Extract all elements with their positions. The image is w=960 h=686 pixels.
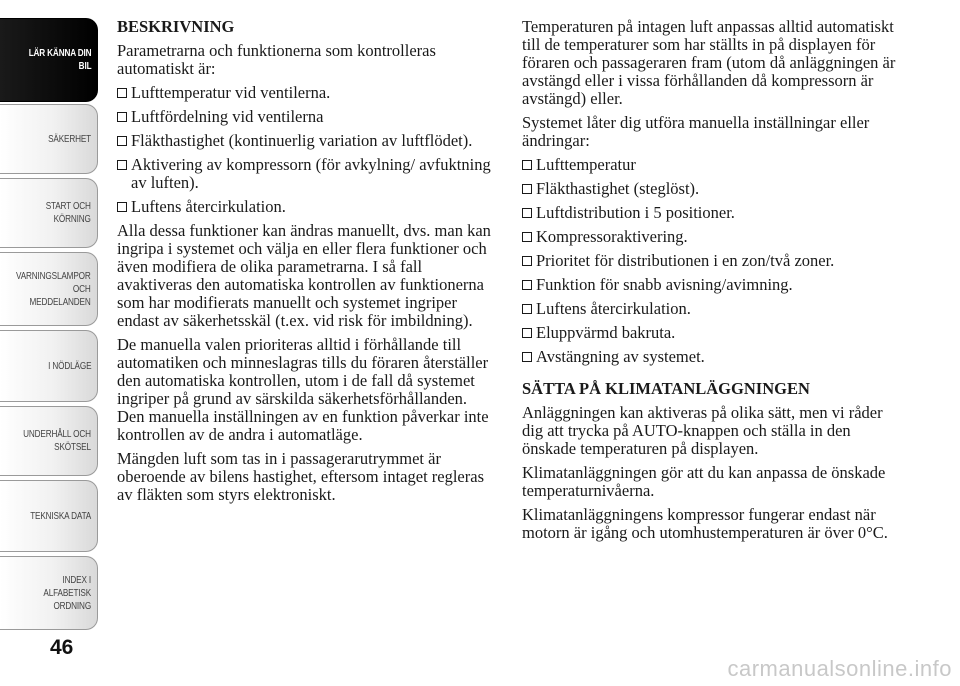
chapter-sidebar: [0, 0, 104, 686]
list-item: Avstängning av systemet.: [522, 348, 907, 366]
checkbox-bullet-icon: [117, 202, 127, 212]
list-item: Lufttemperatur: [522, 156, 907, 174]
list-item: Fläkthastighet (steglöst).: [522, 180, 907, 198]
list-item: Aktivering av kompressorn (för avkylning/ avfuktning av luften).: [117, 156, 497, 192]
section-heading: BESKRIVNING: [117, 17, 235, 36]
checkbox-bullet-icon: [117, 136, 127, 146]
tab-varningslampor[interactable]: [0, 252, 98, 326]
list-item: Funktion för snabb avisning/avimning.: [522, 276, 907, 294]
checkbox-bullet-icon: [117, 160, 127, 170]
tab-lar-kanna-din-bil[interactable]: [0, 18, 98, 102]
checkbox-bullet-icon: [522, 256, 532, 266]
tab-label: SÄKERHET: [48, 132, 91, 145]
tab-label: LÄR KÄNNA DIN BIL: [28, 47, 91, 72]
list-item: Luftens återcirkulation.: [117, 198, 497, 216]
right-column: [522, 18, 907, 548]
list-item: Lufttemperatur vid ventilerna.: [117, 84, 497, 102]
tab-label: START OCH KÖRNING: [45, 200, 91, 225]
body-paragraph: Mängden luft som tas in i passagerarutrymmet är oberoende av bilens hastighet, eftersom intaget regleras av fläkten som styrs elektroniskt.: [117, 449, 484, 504]
manual-settings-list: [522, 156, 907, 366]
checkbox-bullet-icon: [522, 352, 532, 362]
checkbox-bullet-icon: [522, 184, 532, 194]
intro-paragraph: Parametrarna och funktionerna som kontrolleras automatiskt är:: [117, 41, 436, 78]
watermark: carmanualsonline.info: [727, 656, 952, 681]
checkbox-bullet-icon: [117, 88, 127, 98]
list-item: Luftfördelning vid ventilerna: [117, 108, 497, 126]
tab-sakerhet[interactable]: [0, 104, 98, 174]
tab-label: UNDERHÅLL OCH SKÖTSEL: [23, 428, 91, 453]
list-item: Kompressoraktivering.: [522, 228, 907, 246]
body-paragraph: Klimatanläggningens kompressor fungerar endast när motorn är igång och utomhustemperaturen är över 0°C.: [522, 505, 888, 542]
body-paragraph: De manuella valen prioriteras alltid i förhållande till automatiken och minneslagras tills du föraren återställer den automatiska kontrollen, utom i de fall då systemet ingriper på grund av särskilda säkerhetsförhållanden. Den manuella inställningen av en funktion påverkar inte kontrollen av de andra i automatläge.: [117, 335, 489, 444]
tab-i-nodlage[interactable]: [0, 330, 98, 402]
tab-tekniska-data[interactable]: [0, 480, 98, 552]
body-paragraph: Anläggningen kan aktiveras på olika sätt, men vi råder dig att trycka på AUTO-knappen och ställa in den önskade temperaturen på displayen.: [522, 403, 883, 458]
checkbox-bullet-icon: [522, 232, 532, 242]
tab-label: INDEX I ALFABETISK ORDNING: [43, 573, 91, 612]
checkbox-bullet-icon: [522, 208, 532, 218]
tab-label: I NÖDLÄGE: [47, 359, 91, 372]
page-number: 46: [50, 636, 74, 659]
body-paragraph: Systemet låter dig utföra manuella inställningar eller ändringar:: [522, 113, 870, 150]
checkbox-bullet-icon: [522, 304, 532, 314]
tab-start-och-korning[interactable]: [0, 178, 98, 248]
checkbox-bullet-icon: [522, 280, 532, 290]
body-paragraph: Alla dessa funktioner kan ändras manuellt, dvs. man kan ingripa i systemet och välja en eller flera funktioner och även modifiera de olika parametrarna. I så fall avaktiveras den automatiska kontrollen av funktionerna som har modifierats manuellt och systemet ingriper endast av säkerhetsskäl (t.ex. vid risk för imbildning).: [117, 221, 491, 330]
checkbox-bullet-icon: [522, 160, 532, 170]
section-heading: SÄTTA PÅ KLIMATANLÄGGNINGEN: [522, 379, 810, 398]
checkbox-bullet-icon: [522, 328, 532, 338]
body-paragraph: Temperaturen på intagen luft anpassas alltid automatiskt till de temperaturer som har ställts in på displayen för föraren och passageraren fram (utom då anläggningen är avstängd eller i vissa förhållanden då kompressorn är avstängd) eller.: [522, 17, 896, 108]
list-item: Fläkthastighet (kontinuerlig variation av luftflödet).: [117, 132, 497, 150]
checkbox-bullet-icon: [117, 112, 127, 122]
tab-index[interactable]: [0, 556, 98, 630]
auto-parameter-list: [117, 84, 497, 216]
tab-label: VARNINGSLAMPOR OCH MEDDELANDEN: [16, 269, 91, 308]
list-item: Luftens återcirkulation.: [522, 300, 907, 318]
body-paragraph: Klimatanläggningen gör att du kan anpassa de önskade temperaturnivåerna.: [522, 463, 886, 500]
left-column: [117, 18, 497, 510]
list-item: Eluppvärmd bakruta.: [522, 324, 907, 342]
list-item: Prioritet för distributionen i en zon/två zoner.: [522, 252, 907, 270]
tab-label: TEKNISKA DATA: [30, 509, 91, 522]
list-item: Luftdistribution i 5 positioner.: [522, 204, 907, 222]
tab-underhall-och-skotsel[interactable]: [0, 406, 98, 476]
